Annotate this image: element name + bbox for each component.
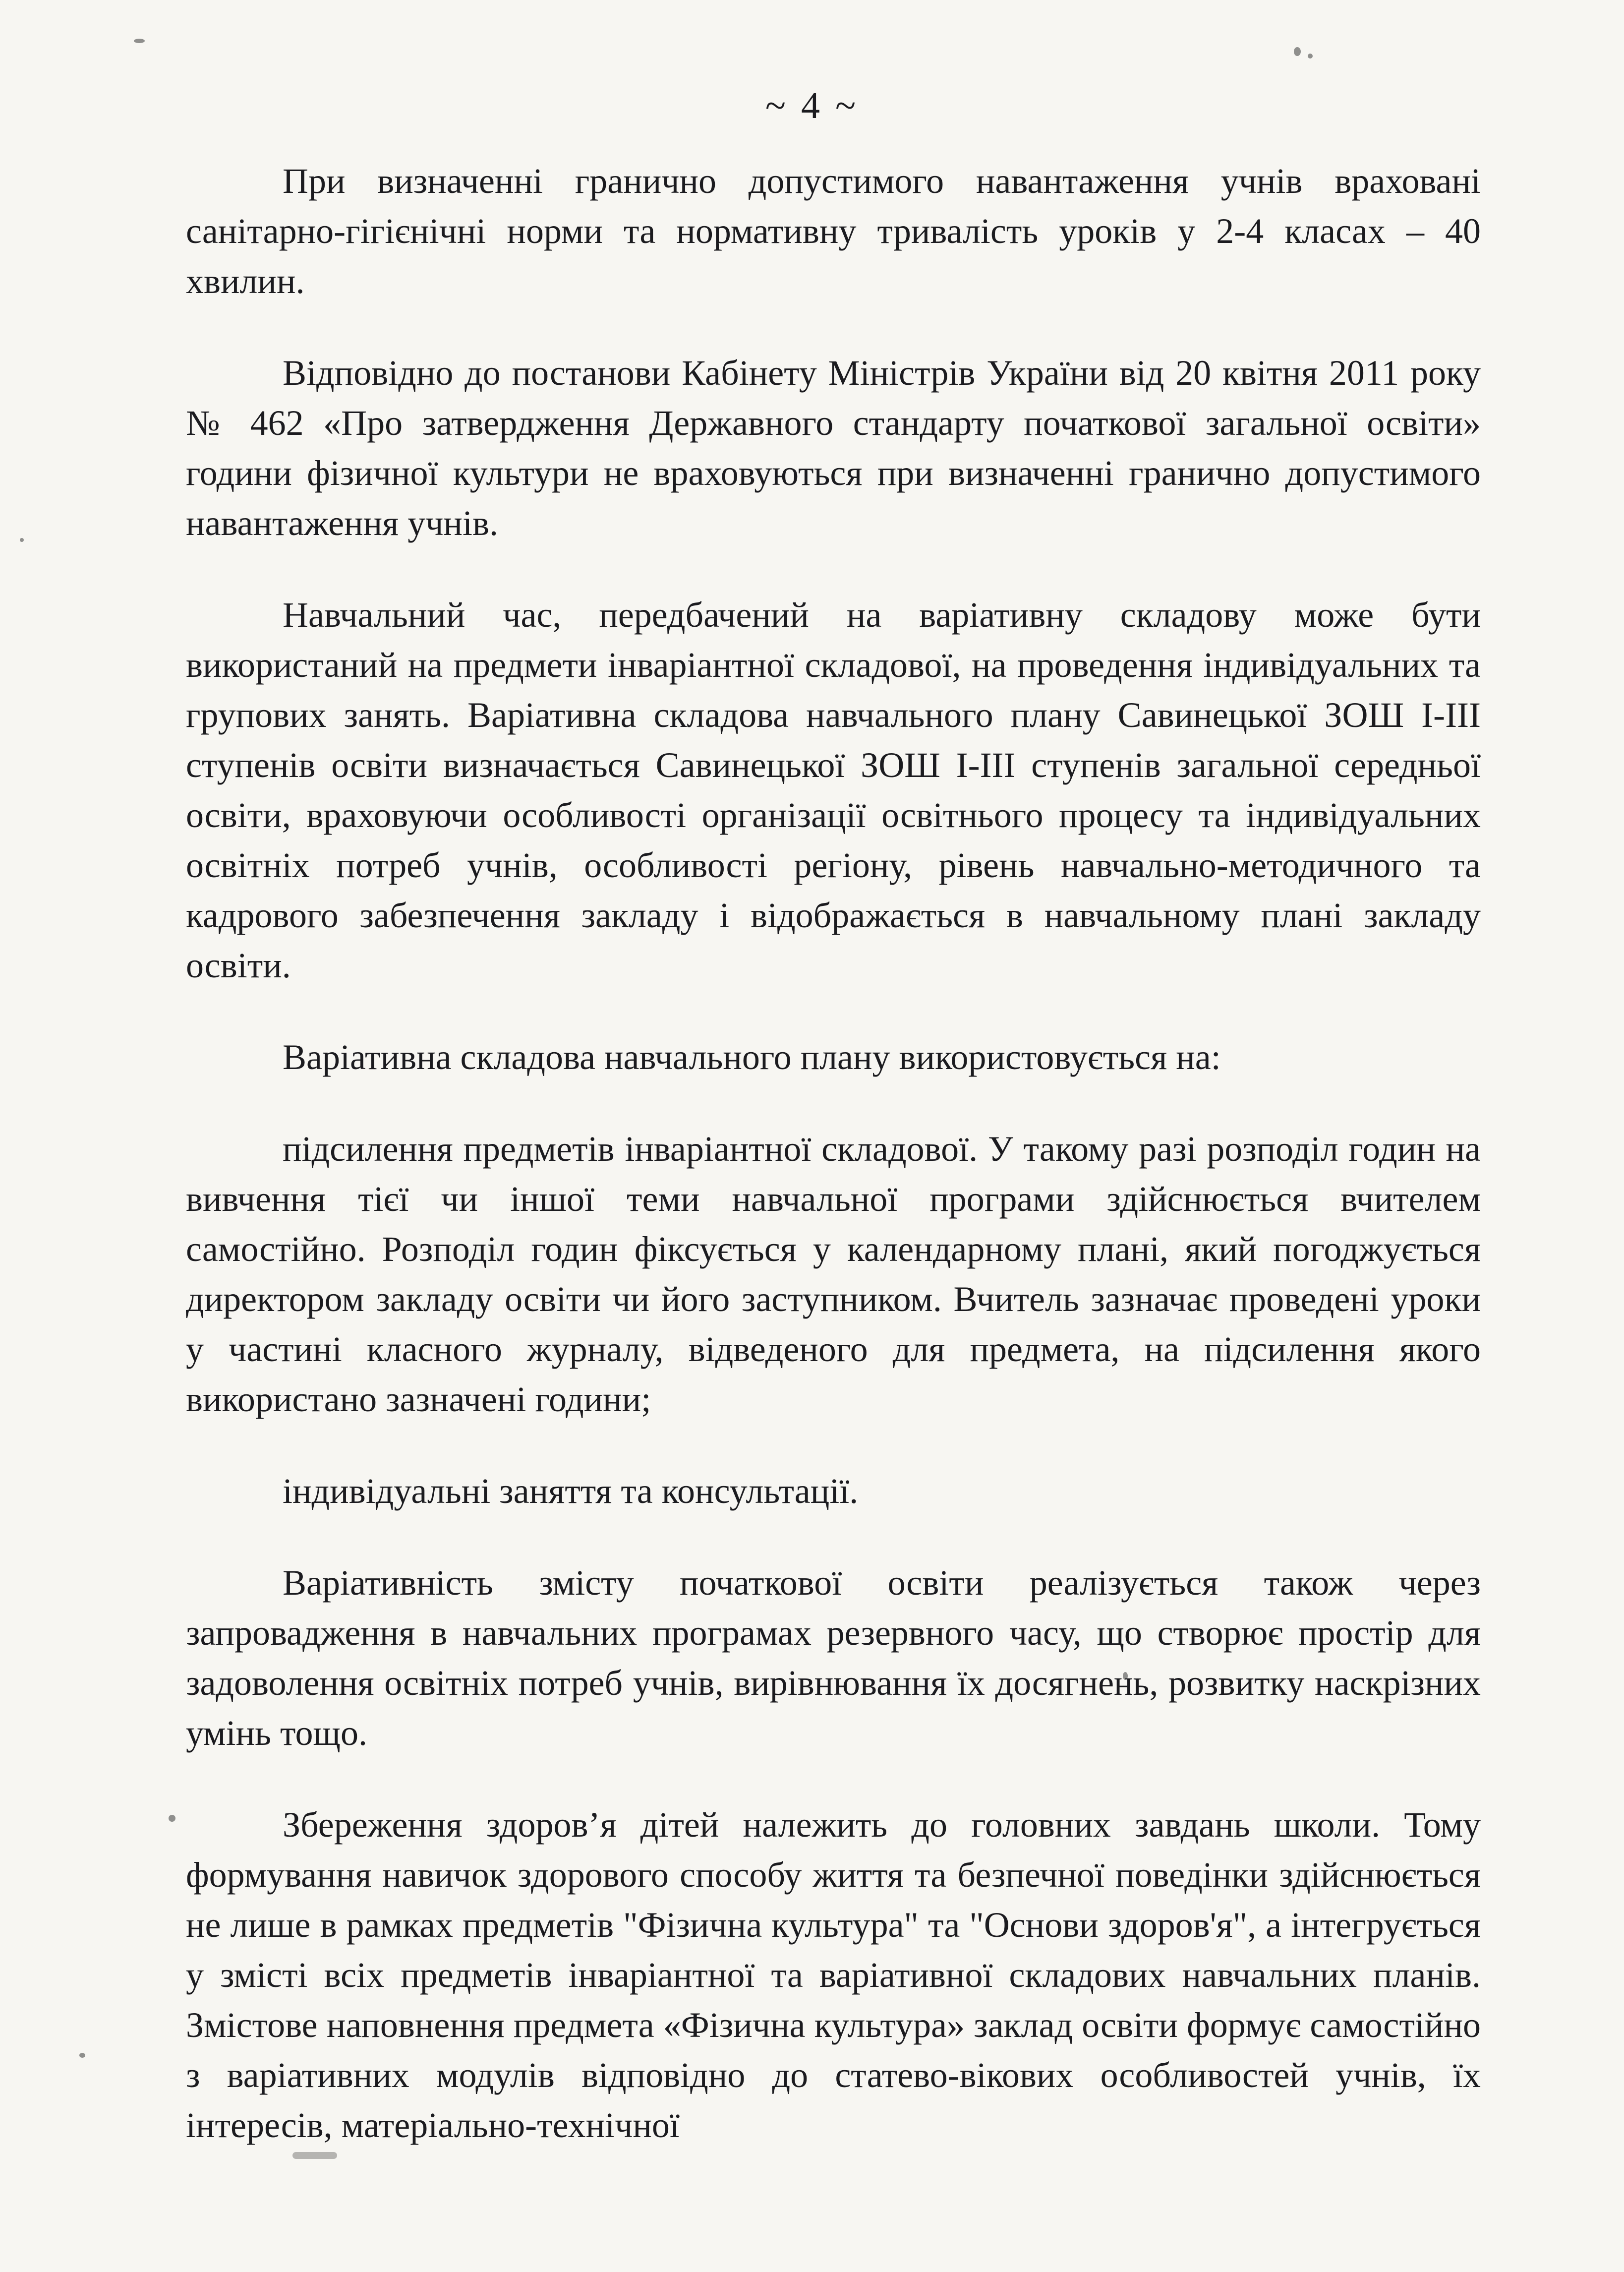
- paragraph: Варіативність змісту початкової освіти реалізується також через запровадження в навчальних програмах резервного часу, що створює простір для задоволення освітніх потреб учнів, вирівнювання їх досягнень, розвитку наскрізних умінь тощо.: [186, 1563, 1481, 1753]
- paragraph: підсилення предметів інваріантної складової. У такому разі розподіл годин на вивчення тієї чи іншої теми навчальної програми здійснюється вчителем самостійно. Розподіл годин фіксується у календарному плані, який погоджується директором закладу освіти чи його заступником. Вчитель зазначає проведені уроки у частині класного журналу, відведеного для предмета, на підсилення якого використано зазначені години;: [186, 1129, 1481, 1419]
- paragraph: Збереження здоров’я дітей належить до головних завдань школи. Тому формування навичок здорового способу життя та безпечної поведінки здійснюється не лише в рамках предметів "Фізична культура" та "Основи здоров'я", а інтегрується у змісті всіх предметів інваріантної та варіативної складових навчальних планів. Змістове наповнення предмета «Фізична культура» заклад освіти формує самостійно з варіативних модулів відповідно до статево-вікових особливостей учнів, їх інтересів, матеріально-технічної: [186, 1805, 1481, 2145]
- scan-speck: [169, 1815, 175, 1822]
- scan-speck: [134, 39, 145, 43]
- document-body: [186, 156, 1481, 2192]
- scan-speck: [1294, 47, 1301, 56]
- paragraph: Відповідно до постанови Кабінету Міністрів України від 20 квітня 2011 року № 462 «Про затвердження Державного стандарту початкової загальної освіти» години фізичної культури не враховуються при визначенні гранично допустимого навантаження учнів.: [186, 353, 1481, 543]
- paragraph: При визначенні гранично допустимого навантаження учнів враховані санітарно-гігієнічні норми та нормативну тривалість уроків у 2-4 класах – 40 хвилин.: [186, 161, 1481, 301]
- scan-speck: [79, 2053, 85, 2058]
- scan-speck: [1308, 54, 1313, 59]
- scan-speck: [20, 538, 24, 542]
- paragraph: Навчальний час, передбачений на варіативну складову може бути використаний на предмети інваріантної складової, на проведення індивідуальних та групових занять. Варіативна складова навчального плану Савинецької ЗОШ І-ІІІ ступенів освіти визначається Савинецької ЗОШ І-ІІІ ступенів загальної середньої освіти, враховуючи особливості організації освітнього процесу та індивідуальних освітніх потреб учнів, особливості регіону, рівень навчально-методичного та кадрового забезпечення закладу і відображається в навчальному плані закладу освіти.: [186, 595, 1481, 985]
- paragraph: індивідуальні заняття та консультації.: [283, 1471, 859, 1511]
- paragraph: Варіативна складова навчального плану використовується на:: [283, 1037, 1221, 1077]
- page-number: ~ 4 ~: [765, 85, 859, 126]
